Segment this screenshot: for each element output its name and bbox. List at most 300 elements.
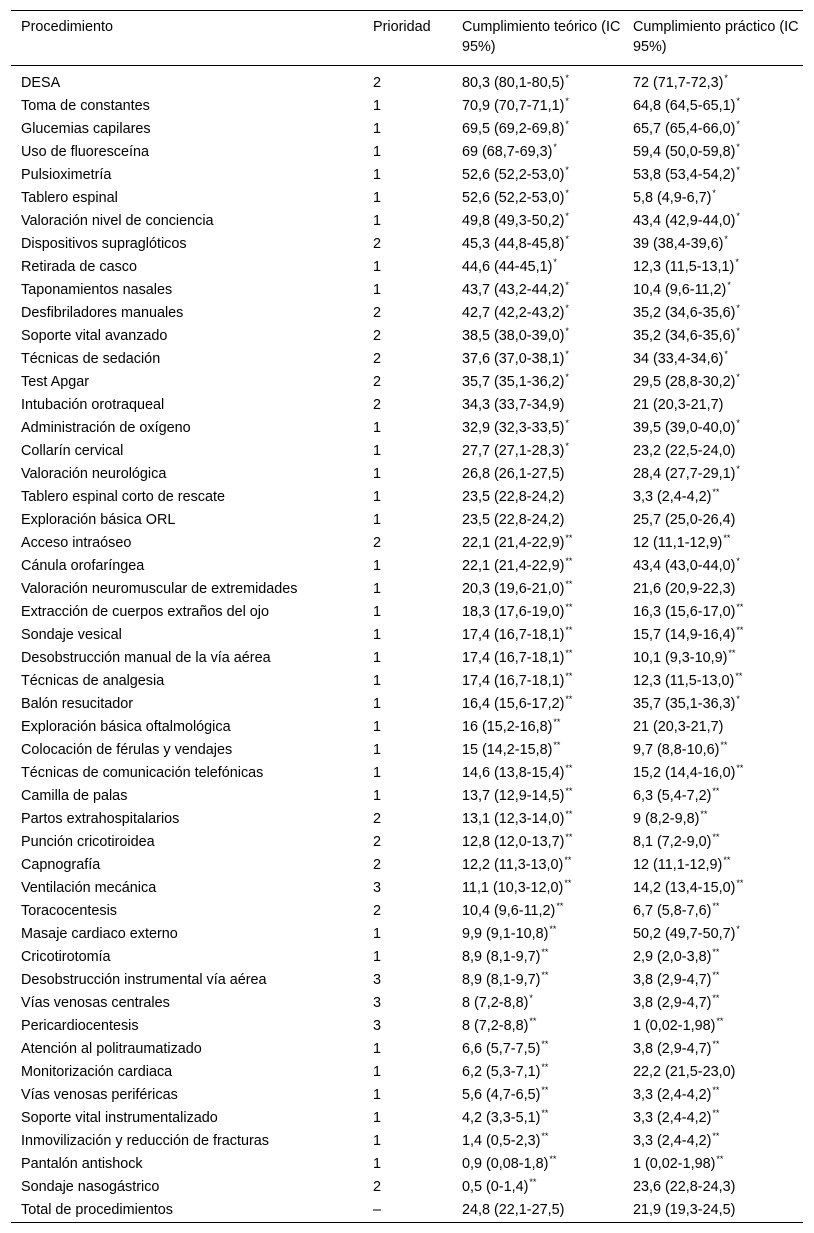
practical-cell-value: 15,7 (14,9-16,4) [633, 627, 736, 643]
significance-mark: ** [565, 648, 573, 658]
significance-mark: ** [565, 832, 573, 842]
practical-cell-value: 12 (11,1-12,9) [633, 535, 723, 551]
practical-cell-value: 9,7 (8,8-10,6) [633, 742, 720, 758]
table-row [11, 785, 803, 808]
priority-cell [363, 601, 452, 624]
significance-mark: ** [565, 694, 573, 704]
theoretical-cell [452, 762, 623, 785]
priority-cell-value: 1 [373, 167, 382, 183]
procedure-cell [11, 624, 363, 647]
priority-cell-value: 2 [373, 351, 382, 367]
theoretical-cell [452, 348, 623, 371]
theoretical-cell [452, 66, 623, 96]
theoretical-cell-value: 20,3 (19,6-21,0) [462, 581, 565, 597]
practical-cell [623, 118, 803, 141]
priority-cell [363, 1130, 452, 1153]
practical-cell-value: 64,8 (64,5-65,1) [633, 98, 736, 114]
significance-mark: ** [736, 602, 744, 612]
significance-mark: ** [712, 1108, 720, 1118]
procedure-cell [11, 371, 363, 394]
table-row [11, 371, 803, 394]
priority-cell-value: 2 [373, 374, 382, 390]
significance-mark: * [565, 280, 569, 290]
practical-cell [623, 302, 803, 325]
practical-cell-value: 43,4 (42,9-44,0) [633, 213, 736, 229]
significance-mark: ** [736, 878, 744, 888]
theoretical-cell-value: 38,5 (38,0-39,0) [462, 328, 565, 344]
priority-cell-value: 1 [373, 489, 382, 505]
practical-cell [623, 325, 803, 348]
procedure-cell [11, 325, 363, 348]
theoretical-cell [452, 394, 623, 417]
practical-cell [623, 66, 803, 96]
priority-cell-value: 1 [373, 1110, 382, 1126]
priority-cell [363, 210, 452, 233]
procedure-cell-value: Partos extrahospitalarios [21, 811, 180, 827]
theoretical-cell [452, 1107, 623, 1130]
priority-cell [363, 118, 452, 141]
significance-mark: ** [712, 901, 720, 911]
table-row [11, 463, 803, 486]
theoretical-cell [452, 555, 623, 578]
theoretical-cell [452, 325, 623, 348]
priority-cell-value: 1 [373, 1133, 382, 1149]
practical-cell-value: 21 (20,3-21,7) [633, 397, 724, 413]
procedure-cell-value: Capnografía [21, 857, 101, 873]
header-theoretical: Cumplimiento teórico (IC 95%) [462, 19, 621, 55]
theoretical-cell-value: 35,7 (35,1-36,2) [462, 374, 565, 390]
procedure-cell [11, 969, 363, 992]
theoretical-cell [452, 877, 623, 900]
procedure-cell [11, 555, 363, 578]
theoretical-cell [452, 463, 623, 486]
significance-mark: ** [735, 671, 743, 681]
table-row [11, 900, 803, 923]
theoretical-cell-value: 24,8 (22,1-27,5) [462, 1202, 565, 1218]
practical-cell [623, 486, 803, 509]
procedure-cell [11, 739, 363, 762]
significance-mark: * [736, 924, 740, 934]
table-row [11, 877, 803, 900]
significance-mark: * [736, 326, 740, 336]
priority-cell-value: 1 [373, 512, 382, 528]
practical-cell [623, 808, 803, 831]
priority-cell-value: 2 [373, 328, 382, 344]
procedure-cell [11, 1107, 363, 1130]
procedure-cell [11, 992, 363, 1015]
theoretical-cell [452, 486, 623, 509]
theoretical-cell [452, 854, 623, 877]
theoretical-cell-value: 15 (14,2-15,8) [462, 742, 553, 758]
significance-mark: ** [529, 1016, 537, 1026]
priority-cell [363, 762, 452, 785]
significance-mark: ** [712, 487, 720, 497]
theoretical-cell [452, 969, 623, 992]
theoretical-cell [452, 1199, 623, 1223]
priority-cell [363, 164, 452, 187]
procedure-cell [11, 348, 363, 371]
significance-mark: * [736, 694, 740, 704]
practical-cell [623, 348, 803, 371]
significance-mark: ** [541, 970, 549, 980]
procedure-cell [11, 1176, 363, 1199]
table-row [11, 1038, 803, 1061]
procedure-cell-value: Técnicas de sedación [21, 351, 161, 367]
priority-cell [363, 1107, 452, 1130]
priority-cell-value: 1 [373, 650, 382, 666]
priority-cell [363, 1084, 452, 1107]
priority-cell-value: 1 [373, 765, 382, 781]
procedure-cell-value: Exploración básica oftalmológica [21, 719, 231, 735]
theoretical-cell [452, 992, 623, 1015]
procedure-cell-value: Valoración neurológica [21, 466, 167, 482]
priority-cell-value: 1 [373, 1041, 382, 1057]
practical-cell [623, 187, 803, 210]
significance-mark: * [736, 165, 740, 175]
theoretical-cell-value: 23,5 (22,8-24,2) [462, 489, 565, 505]
procedure-cell-value: Sondaje vesical [21, 627, 122, 643]
practical-cell [623, 693, 803, 716]
practical-cell-value: 35,2 (34,6-35,6) [633, 305, 736, 321]
priority-cell [363, 440, 452, 463]
procedure-cell-value: Cánula orofaríngea [21, 558, 145, 574]
table-row [11, 187, 803, 210]
significance-mark: * [565, 349, 569, 359]
priority-cell-value: 1 [373, 1156, 382, 1172]
procedure-cell-value: Intubación orotraqueal [21, 397, 165, 413]
table-row [11, 66, 803, 96]
priority-cell [363, 716, 452, 739]
practical-cell-value: 3,3 (2,4-4,2) [633, 1110, 712, 1126]
practical-cell [623, 1199, 803, 1223]
theoretical-cell-value: 16,4 (15,6-17,2) [462, 696, 565, 712]
table-row [11, 486, 803, 509]
priority-cell-value: 2 [373, 834, 382, 850]
procedure-cell [11, 601, 363, 624]
priority-cell [363, 1015, 452, 1038]
procedure-cell-value: Técnicas de comunicación telefónicas [21, 765, 264, 781]
significance-mark: * [529, 993, 533, 1003]
priority-cell-value: 1 [373, 98, 382, 114]
theoretical-cell [452, 716, 623, 739]
practical-cell [623, 923, 803, 946]
theoretical-cell [452, 164, 623, 187]
procedure-cell [11, 417, 363, 440]
table-row [11, 440, 803, 463]
significance-mark: ** [712, 1085, 720, 1095]
theoretical-cell [452, 279, 623, 302]
table-body [11, 66, 803, 1223]
procedure-cell [11, 1015, 363, 1038]
significance-mark: * [724, 73, 728, 83]
practical-cell [623, 371, 803, 394]
priority-cell-value: 2 [373, 811, 382, 827]
priority-cell [363, 831, 452, 854]
procedure-cell [11, 1084, 363, 1107]
table-row [11, 854, 803, 877]
practical-cell [623, 463, 803, 486]
theoretical-cell-value: 0,5 (0-1,4) [462, 1179, 529, 1195]
practical-cell [623, 739, 803, 762]
priority-cell-value: 1 [373, 1064, 382, 1080]
priority-cell-value: 1 [373, 581, 382, 597]
table-row [11, 716, 803, 739]
table-row [11, 325, 803, 348]
procedure-cell [11, 302, 363, 325]
practical-cell-value: 29,5 (28,8-30,2) [633, 374, 736, 390]
practical-cell [623, 1176, 803, 1199]
significance-mark: ** [541, 947, 549, 957]
table-row [11, 256, 803, 279]
procedure-cell-value: Balón resucitador [21, 696, 133, 712]
table-header-row [11, 11, 803, 66]
priority-cell [363, 946, 452, 969]
priority-cell-value: 2 [373, 857, 382, 873]
theoretical-cell-value: 26,8 (26,1-27,5) [462, 466, 565, 482]
significance-mark: ** [736, 625, 744, 635]
practical-cell [623, 716, 803, 739]
priority-cell [363, 256, 452, 279]
significance-mark: * [565, 96, 569, 106]
significance-mark: ** [565, 809, 573, 819]
procedure-cell-value: Collarín cervical [21, 443, 124, 459]
priority-cell-value: 2 [373, 397, 382, 413]
priority-cell-value: 1 [373, 926, 382, 942]
significance-mark: * [565, 73, 569, 83]
significance-mark: ** [712, 1131, 720, 1141]
theoretical-cell [452, 923, 623, 946]
theoretical-cell-value: 45,3 (44,8-45,8) [462, 236, 565, 252]
procedure-cell-value: Sondaje nasogástrico [21, 1179, 160, 1195]
priority-cell-value: 2 [373, 236, 382, 252]
practical-cell-value: 35,7 (35,1-36,3) [633, 696, 736, 712]
procedure-cell-value: Valoración nivel de conciencia [21, 213, 214, 229]
practical-cell-value: 1 (0,02-1,98) [633, 1156, 716, 1172]
table-row [11, 164, 803, 187]
table-row [11, 1153, 803, 1176]
theoretical-cell [452, 210, 623, 233]
procedure-cell-value: Desfibriladores manuales [21, 305, 184, 321]
theoretical-cell [452, 1176, 623, 1199]
significance-mark: ** [700, 809, 708, 819]
procedure-cell-value: Retirada de casco [21, 259, 137, 275]
procedure-cell [11, 1153, 363, 1176]
theoretical-cell-value: 42,7 (42,2-43,2) [462, 305, 565, 321]
theoretical-cell-value: 0,9 (0,08-1,8) [462, 1156, 549, 1172]
theoretical-cell-value: 70,9 (70,7-71,1) [462, 98, 565, 114]
procedure-cell-value: Ventilación mecánica [21, 880, 157, 896]
significance-mark: * [565, 165, 569, 175]
priority-cell [363, 95, 452, 118]
procedure-cell-value: Exploración básica ORL [21, 512, 176, 528]
procedure-cell-value: Punción cricotiroidea [21, 834, 155, 850]
procedure-cell-value: Pulsioximetría [21, 167, 112, 183]
practical-cell-value: 21,9 (19,3-24,5) [633, 1202, 736, 1218]
significance-mark: ** [723, 855, 731, 865]
theoretical-cell [452, 739, 623, 762]
procedure-cell-value: Acceso intraóseo [21, 535, 132, 551]
table-row [11, 946, 803, 969]
theoretical-cell-value: 23,5 (22,8-24,2) [462, 512, 565, 528]
practical-cell-value: 21,6 (20,9-22,3) [633, 581, 736, 597]
procedure-cell [11, 578, 363, 601]
procedure-cell-value: Desobstrucción instrumental vía aérea [21, 972, 267, 988]
procedure-cell-value: Camilla de palas [21, 788, 128, 804]
table-row [11, 739, 803, 762]
procedure-cell-value: Administración de oxígeno [21, 420, 191, 436]
procedure-cell [11, 141, 363, 164]
practical-cell-value: 3,3 (2,4-4,2) [633, 489, 712, 505]
theoretical-cell [452, 118, 623, 141]
significance-mark: * [724, 349, 728, 359]
procedure-cell-value: Extracción de cuerpos extraños del ojo [21, 604, 269, 620]
table-row [11, 1176, 803, 1199]
theoretical-cell [452, 670, 623, 693]
significance-mark: ** [564, 878, 572, 888]
theoretical-cell-value: 43,7 (43,2-44,2) [462, 282, 565, 298]
priority-cell [363, 348, 452, 371]
table-row [11, 831, 803, 854]
priority-cell [363, 371, 452, 394]
priority-cell [363, 394, 452, 417]
priority-cell [363, 900, 452, 923]
theoretical-cell-value: 80,3 (80,1-80,5) [462, 75, 565, 91]
priority-cell-value: 3 [373, 972, 382, 988]
procedure-cell-value: Atención al politraumatizado [21, 1041, 202, 1057]
practical-cell-value: 8,1 (7,2-9,0) [633, 834, 712, 850]
procedure-cell-value: DESA [21, 75, 61, 91]
theoretical-cell-value: 18,3 (17,6-19,0) [462, 604, 565, 620]
theoretical-cell [452, 95, 623, 118]
theoretical-cell [452, 1153, 623, 1176]
significance-mark: ** [565, 533, 573, 543]
table-row [11, 302, 803, 325]
priority-cell [363, 532, 452, 555]
priority-cell-value: 3 [373, 880, 382, 896]
theoretical-cell-value: 49,8 (49,3-50,2) [462, 213, 565, 229]
priority-cell-value: 1 [373, 190, 382, 206]
theoretical-cell-value: 8 (7,2-8,8) [462, 995, 529, 1011]
significance-mark: ** [541, 1085, 549, 1095]
procedure-cell [11, 831, 363, 854]
practical-cell [623, 95, 803, 118]
practical-cell [623, 647, 803, 670]
theoretical-cell-value: 12,2 (11,3-13,0) [462, 857, 564, 873]
priority-cell [363, 877, 452, 900]
practical-cell-value: 28,4 (27,7-29,1) [633, 466, 736, 482]
priority-cell-value: 1 [373, 627, 382, 643]
significance-mark: * [736, 211, 740, 221]
header-priority: Prioridad [373, 19, 431, 35]
priority-cell [363, 233, 452, 256]
procedure-cell-value: Técnicas de analgesia [21, 673, 165, 689]
priority-cell-value: 1 [373, 604, 382, 620]
table-row [11, 95, 803, 118]
practical-cell [623, 256, 803, 279]
priority-cell [363, 141, 452, 164]
theoretical-cell [452, 187, 623, 210]
procedure-cell [11, 509, 363, 532]
priority-cell-value: 1 [373, 1087, 382, 1103]
practical-cell-value: 21 (20,3-21,7) [633, 719, 724, 735]
practical-cell-value: 2,9 (2,0-3,8) [633, 949, 712, 965]
significance-mark: * [553, 257, 557, 267]
significance-mark: * [736, 464, 740, 474]
priority-cell-value: 1 [373, 788, 382, 804]
significance-mark: ** [541, 1108, 549, 1118]
table-row [11, 417, 803, 440]
theoretical-cell-value: 6,2 (5,3-7,1) [462, 1064, 541, 1080]
theoretical-cell-value: 44,6 (44-45,1) [462, 259, 553, 275]
theoretical-cell [452, 141, 623, 164]
theoretical-cell-value: 10,4 (9,6-11,2) [462, 903, 556, 919]
practical-cell-value: 10,1 (9,3-10,9) [633, 650, 728, 666]
table-row [11, 923, 803, 946]
practical-cell-value: 10,4 (9,6-11,2) [633, 282, 727, 298]
practical-cell-value: 34 (33,4-34,6) [633, 351, 724, 367]
practical-cell [623, 1153, 803, 1176]
theoretical-cell-value: 22,1 (21,4-22,9) [462, 535, 565, 551]
procedure-cell [11, 693, 363, 716]
practical-cell-value: 35,2 (34,6-35,6) [633, 328, 736, 344]
procedure-cell-value: Total de procedimientos [21, 1202, 173, 1218]
procedure-cell-value: Glucemias capilares [21, 121, 151, 137]
significance-mark: ** [723, 533, 731, 543]
significance-mark: * [736, 119, 740, 129]
significance-mark: * [565, 234, 569, 244]
significance-mark: * [736, 303, 740, 313]
significance-mark: * [724, 234, 728, 244]
practical-cell-value: 25,7 (25,0-26,4) [633, 512, 736, 528]
practical-cell-value: 39 (38,4-39,6) [633, 236, 724, 252]
priority-cell-value: 1 [373, 420, 382, 436]
priority-cell [363, 992, 452, 1015]
practical-cell [623, 601, 803, 624]
procedure-cell [11, 118, 363, 141]
practical-cell-value: 9 (8,2-9,8) [633, 811, 700, 827]
significance-mark: ** [553, 717, 561, 727]
practical-cell [623, 440, 803, 463]
priority-cell [363, 325, 452, 348]
procedure-cell [11, 762, 363, 785]
theoretical-cell-value: 9,9 (9,1-10,8) [462, 926, 549, 942]
procedure-cell [11, 486, 363, 509]
significance-mark: ** [556, 901, 564, 911]
table-row [11, 141, 803, 164]
procedure-cell [11, 1038, 363, 1061]
table-row [11, 808, 803, 831]
procedure-cell [11, 187, 363, 210]
procedure-cell [11, 877, 363, 900]
priority-cell [363, 463, 452, 486]
significance-mark: ** [529, 1177, 537, 1187]
theoretical-cell-value: 37,6 (37,0-38,1) [462, 351, 565, 367]
significance-mark: * [553, 142, 557, 152]
practical-cell [623, 279, 803, 302]
procedure-cell [11, 440, 363, 463]
practical-cell [623, 900, 803, 923]
table-row [11, 233, 803, 256]
significance-mark: ** [736, 763, 744, 773]
practical-cell-value: 16,3 (15,6-17,0) [633, 604, 736, 620]
procedure-cell-value: Soporte vital avanzado [21, 328, 168, 344]
significance-mark: * [565, 119, 569, 129]
priority-cell [363, 785, 452, 808]
priority-cell-value: 1 [373, 259, 382, 275]
procedure-cell-value: Toracocentesis [21, 903, 117, 919]
theoretical-cell [452, 808, 623, 831]
table-row [11, 1084, 803, 1107]
